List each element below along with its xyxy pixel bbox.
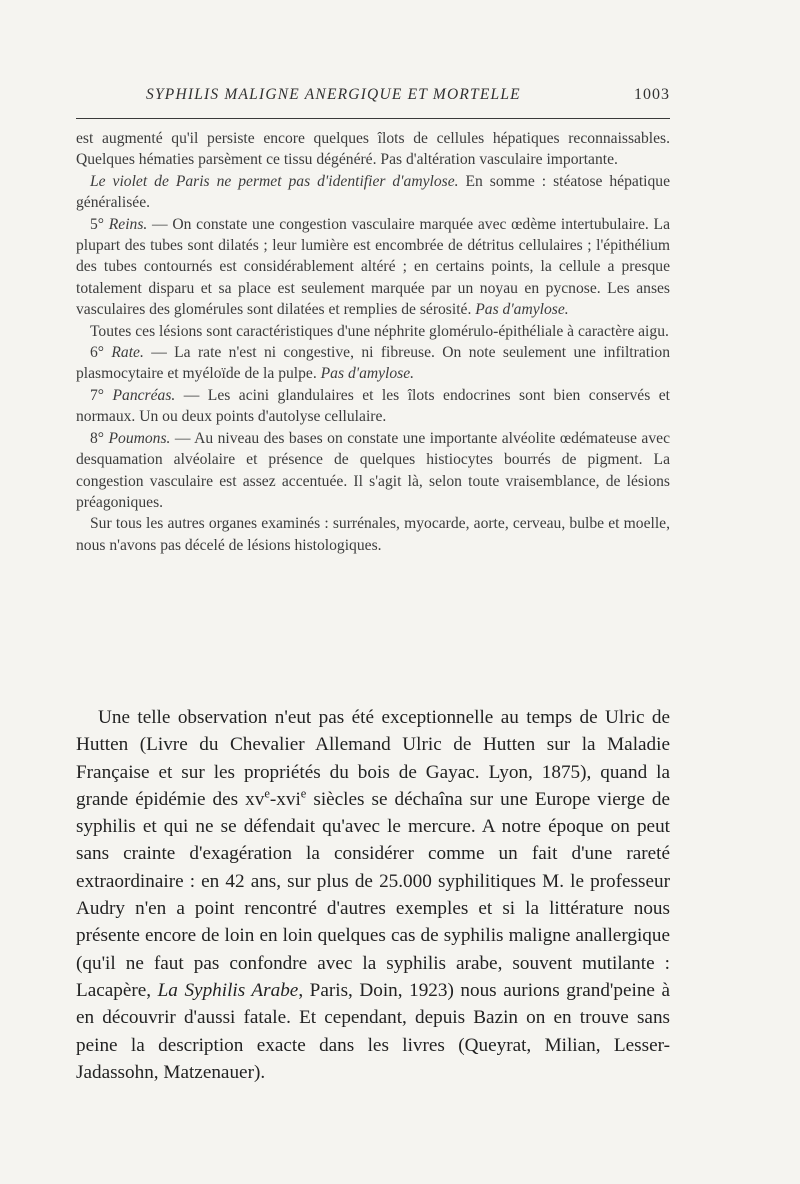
paragraph-kidneys: 5° Reins. — On constate une congestion vasculaire marquée avec œdème intertubulaire. La plupart des tubes sont dilatés ; leur lumière est encombrée de détritus cellulaires ; l'épithélium des tubes contournés est considérablement altéré ; en certains points, la cellule a presque totalement disparu et sa place est seulement marquée par un noyau en pycnose. Les anses vasculaires des glomérules sont dilatées et remplies de sérosité. Pas d'amylose. xyxy=(76,215,670,319)
discussion-text xyxy=(76,704,670,1086)
section-title-kidneys: Reins. xyxy=(108,215,148,233)
running-title: SYPHILIS MALIGNE ANERGIQUE ET MORTELLE xyxy=(146,86,521,103)
paragraph-lungs: 8° Poumons. — Au niveau des bases on constate une importante alvéolite œdémateuse avec desquamation alvéolaire et présence de quelques histiocytes bourrés de pigment. La congestion vasculaire est assez accentuée. Il s'agit là, selon toute vraisemblance, de lésions préagoniques. xyxy=(76,429,670,511)
section-title-spleen: Rate. xyxy=(111,344,144,362)
paragraph-liver: est augmenté qu'il persiste encore quelques îlots de cellules hépatiques reconnaissables. Quelques hématies parsèment ce tissu dégénéré. Pas d'altération vasculaire importante. xyxy=(76,130,670,169)
paragraph-discussion: Une telle observation n'eut pas été exceptionnelle au temps de Ulric de Hutten (Livre du Chevalier Allemand Ulric de Hutten sur la Maladie Française et sur les propriétés du bois de Gayac. Lyon, 1875), quand la grande épidémie des $xv^e-xvi^e$ siècles se déchaîna sur une Europe vierge de syphilis et qui ne se défendait qu'avec le mercure. A notre époque on peut sans crainte d'exagération la considérer comme un fait d'une rareté extraordinaire : en 42 ans, sur plus de 25.000 syphilitiques M. le professeur Audry n'en a point rencontré d'autres exemples et si la littérature nous présente encore de loin en loin quelques cas de syphilis maligne anallergique (qu'il ne faut pas confondre avec la syphilis arabe, souvent mutilante : Lacapère, La Syphilis Arabe, Paris, Doin, 1923) nous aurions grand'peine à en découvrir d'aussi fatale. Et cependant, depuis Bazin on en trouve sans peine la description exacte dans les livres (Queyrat, Milian, Lesser-Jadassohn, Matzenauer). xyxy=(76,707,670,1083)
paragraph-other-organs: Sur tous les autres organes examinés : surrénales, myocarde, aorte, cerveau, bulbe et moelle, nous n'avons pas décelé de lésions histologiques. xyxy=(76,515,670,554)
paragraph-nephritis: Toutes ces lésions sont caractéristiques d'une néphrite glomérulo-épithéliale à caractère aigu. xyxy=(90,322,669,340)
page-header xyxy=(76,86,682,108)
paragraph-pancreas: 7° Pancréas. — Les acini glandulaires et les îlots endocrines sont bien conservés et normaux. Un ou deux points d'autolyse cellulaire. xyxy=(76,386,671,426)
section-title-pancreas: Pancréas. xyxy=(112,386,176,404)
section-title-lungs: Poumons. xyxy=(108,429,171,447)
page-number: 1003 xyxy=(634,86,670,103)
paragraph-amylose-liver: Le violet de Paris ne permet pas d'identifier d'amylose. En somme : stéatose hépatique généralisée. xyxy=(76,172,671,212)
cited-book-title: La Syphilis Arabe xyxy=(157,979,299,1001)
paragraph-spleen: 6° Rate. — La rate n'est ni congestive, ni fibreuse. On note seulement une infiltration plasmocytaire et myéloïde de la pulpe. Pas d'amylose. xyxy=(76,344,671,383)
case-report-text xyxy=(76,128,670,556)
header-rule xyxy=(76,118,670,119)
